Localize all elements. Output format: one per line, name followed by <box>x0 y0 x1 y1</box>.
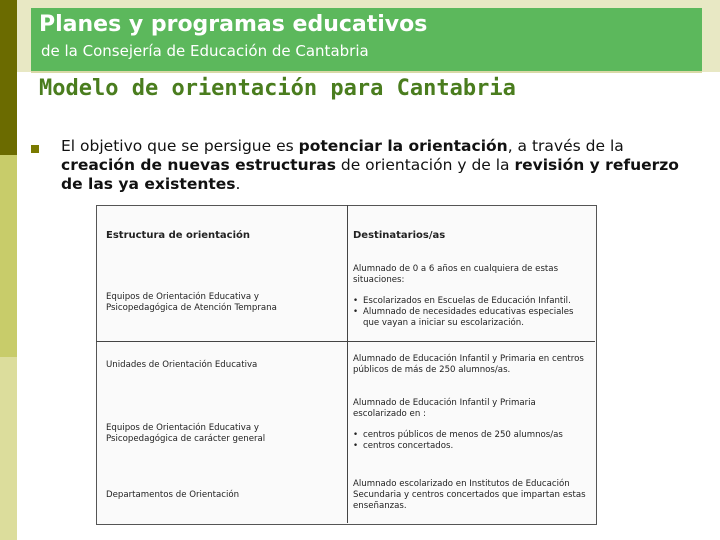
table-cell-structure-2: Unidades de Orientación Educativa <box>106 360 258 370</box>
para-text-1: El objetivo que se persigue es <box>61 137 299 155</box>
table-cell-recipients-3 <box>353 398 588 452</box>
side-strip-dark <box>0 0 17 155</box>
recipients-1-item: • Escolarizados en Escuelas de Educación Infantil. <box>363 296 588 307</box>
page-title: Planes y programas educativos <box>39 12 428 37</box>
side-strip-mid <box>0 155 17 357</box>
table-header-structure: Estructura de orientación <box>106 230 251 241</box>
table-header-recipients: Destinatarios/as <box>353 230 446 241</box>
recipients-3-item: • centros públicos de menos de 250 alumnos/as <box>363 430 588 441</box>
table-column-divider <box>347 205 348 523</box>
table-cell-structure-4: Departamentos de Orientación <box>106 490 240 500</box>
recipients-3-item: • centros concertados. <box>363 441 588 452</box>
table-cell-recipients-1 <box>353 264 588 329</box>
table-cell-structure-1: Equipos de Orientación Educativa y Psicopedagógica de Atención Temprana <box>106 292 277 313</box>
para-bold-1: potenciar la orientación <box>298 137 508 155</box>
para-text-3: de orientación y de la <box>335 156 515 174</box>
objective-paragraph <box>61 137 681 194</box>
table-cell-structure-3: Equipos de Orientación Educativa y Psicopedagógica de carácter general <box>106 423 266 444</box>
bullet-square-icon <box>31 145 39 153</box>
table-row-divider <box>96 341 595 342</box>
recipients-1-item: • Alumnado de necesidades educativas especiales que vayan a iniciar su escolarización. <box>363 307 588 329</box>
page-subtitle: de la Consejería de Educación de Cantabria <box>41 42 369 60</box>
para-text-4: . <box>235 175 241 193</box>
side-strip-light <box>0 357 17 540</box>
table-cell-recipients-4: Alumnado escolarizado en Institutos de Educación Secundaria y centros concertados que impartan estas enseñanzas. <box>353 479 586 511</box>
recipients-3-intro: Alumnado de Educación Infantil y Primaria escolarizado en : <box>353 398 536 419</box>
para-bold-2: creación de nuevas estructuras <box>61 156 336 174</box>
table-cell-recipients-2: Alumnado de Educación Infantil y Primaria en centros públicos de más de 250 alumnos/as. <box>353 354 584 375</box>
para-bold-3: revisión y refuerzo de las ya existentes <box>61 156 679 193</box>
para-text-2: , a través de la <box>507 137 624 155</box>
section-title: Modelo de orientación para Cantabria <box>39 76 516 101</box>
recipients-1-intro: Alumnado de 0 a 6 años en cualquiera de estas situaciones: <box>353 264 559 285</box>
